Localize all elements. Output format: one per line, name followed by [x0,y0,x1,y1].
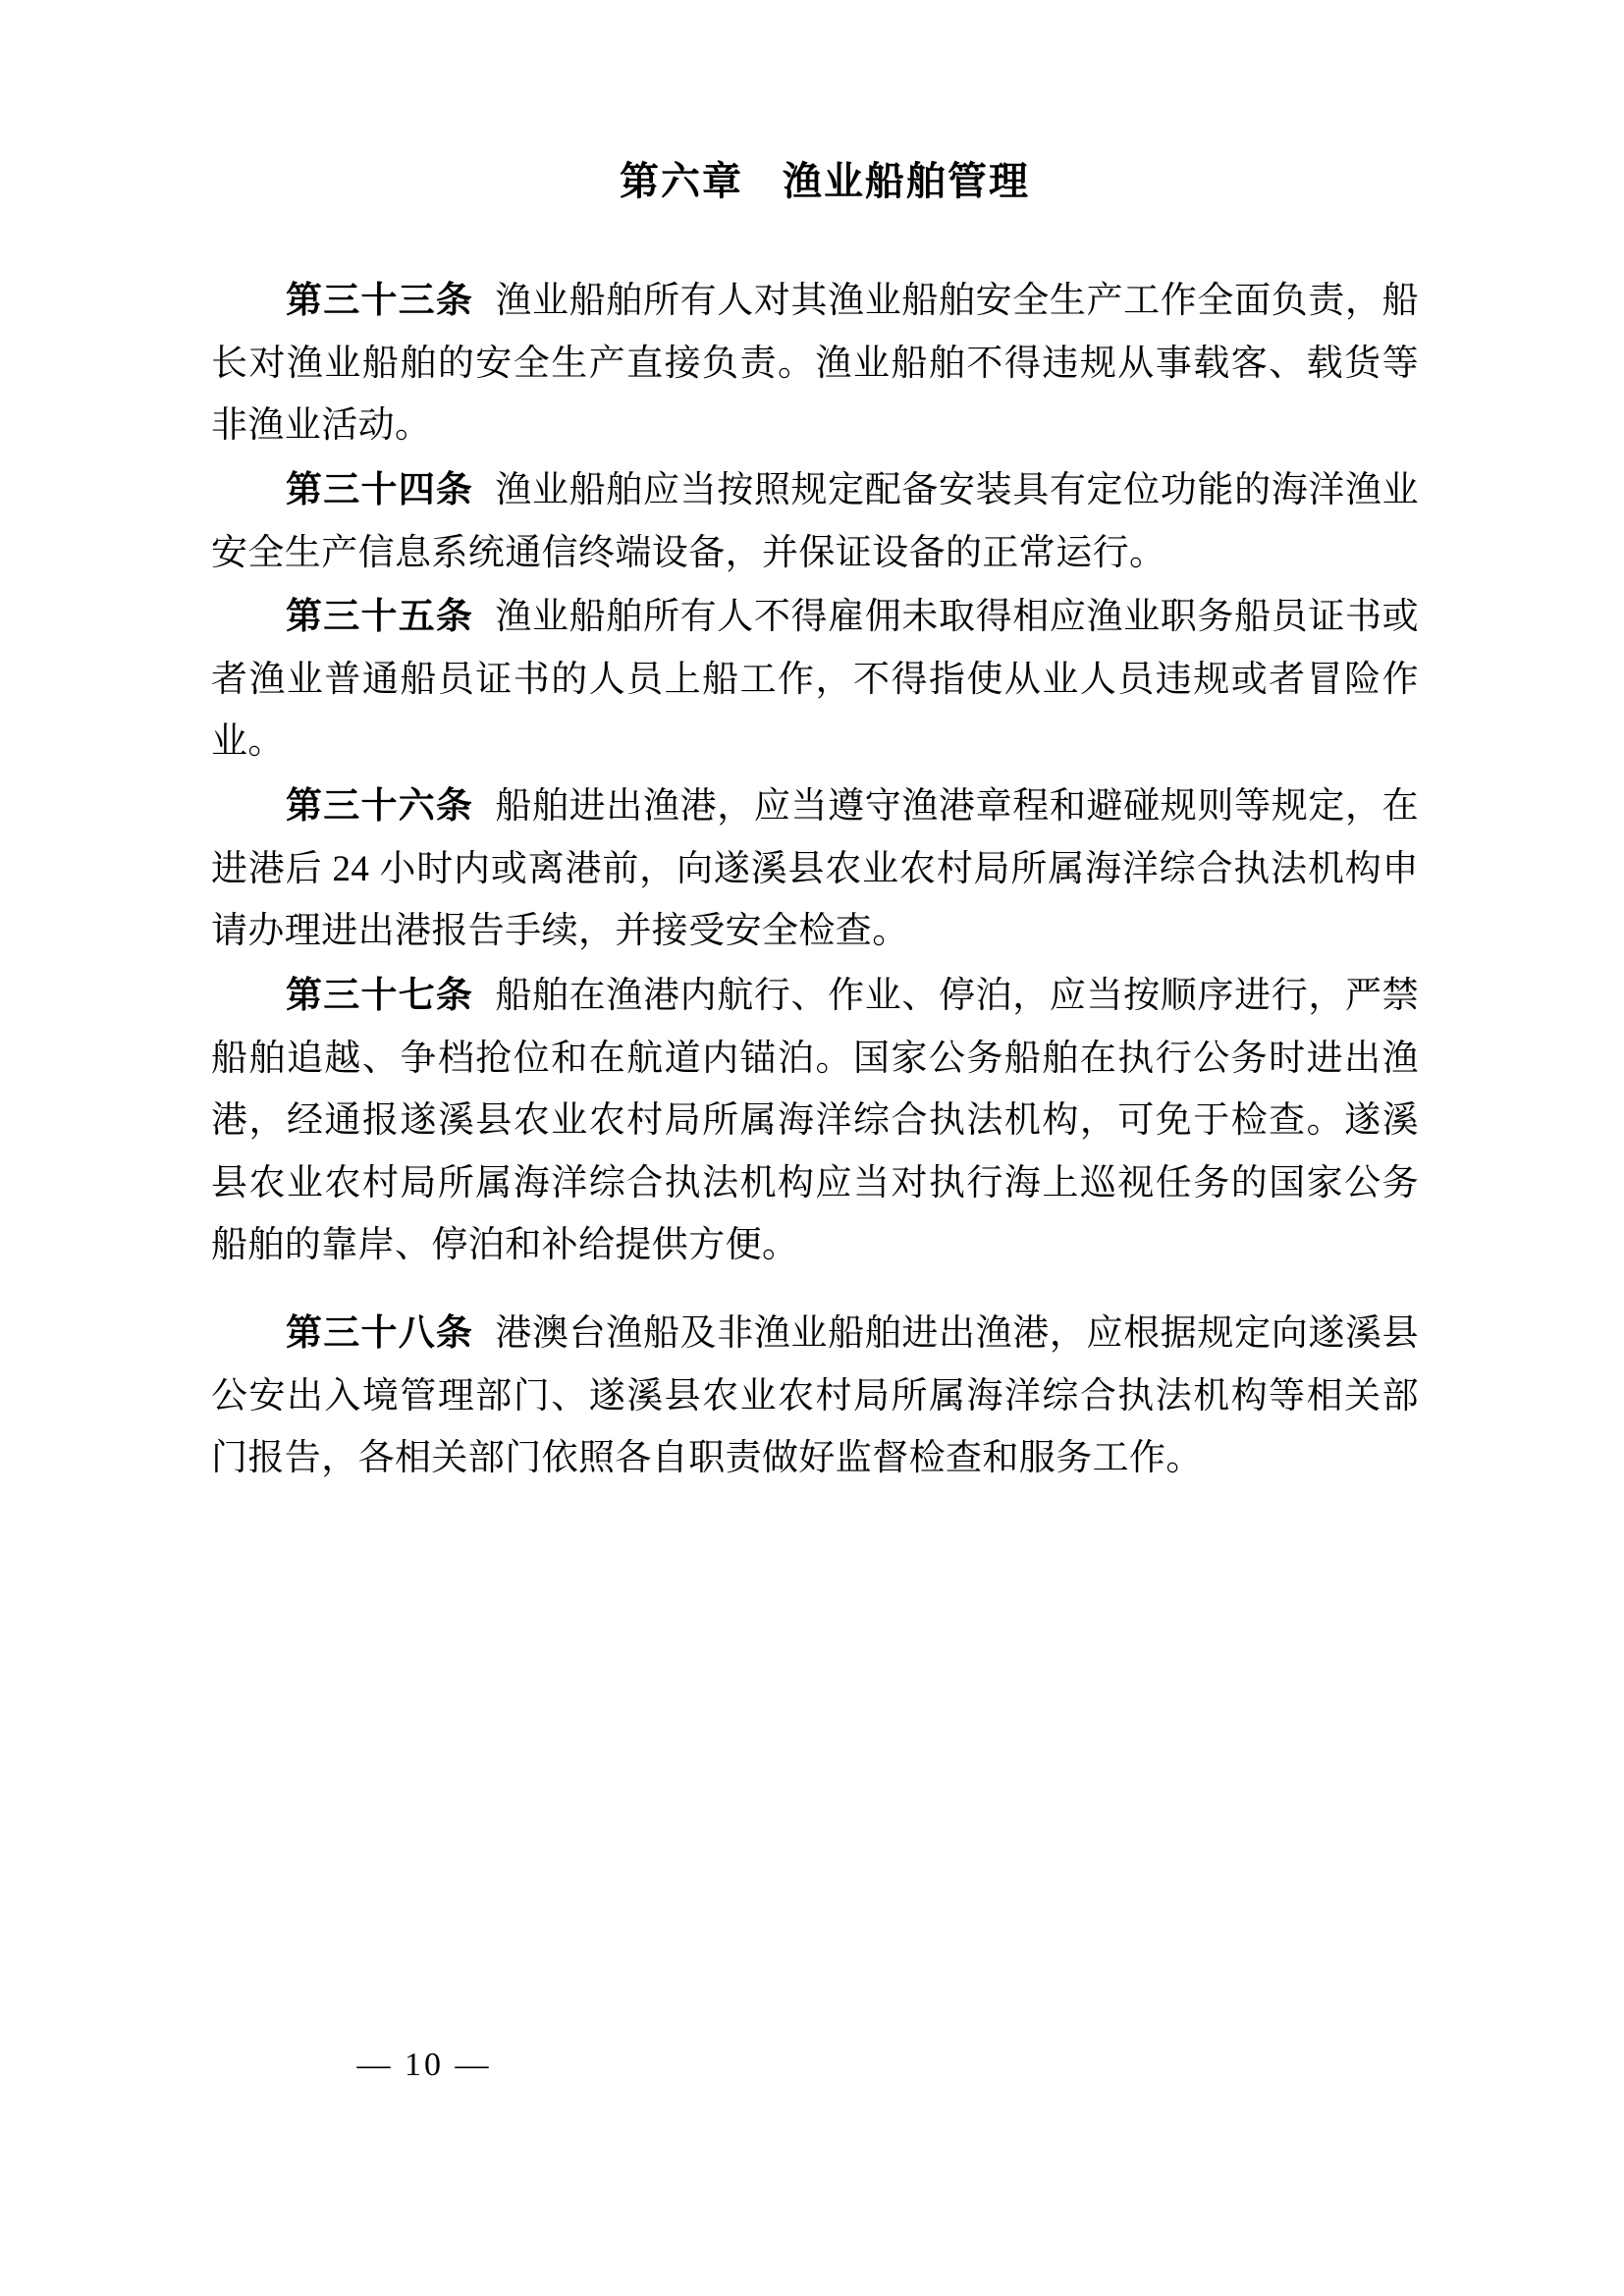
article-paragraph [211,775,1419,963]
chapter-title-text: 渔业船舶管理 [783,159,1030,203]
article-paragraph [211,1303,1419,1490]
chapter-number: 第六章 [620,159,743,203]
article-text: 港澳台渔船及非渔业船舶进出渔港，应根据规定向遂溪县公安出入境管理部门、遂溪县农业农村局所属海洋综合执法机构等相关部门报告，各相关部门依照各自职责做好监督检查和服务工作。 [211,1313,1420,1479]
article-text: 渔业船舶应当按照规定配备安装具有定位功能的海洋渔业安全生产信息系统通信终端设备，并保证设备的正常运行。 [211,469,1420,573]
article-paragraph [211,586,1419,774]
article-label: 第三十四条 [286,469,474,510]
article-label: 第三十三条 [286,281,474,321]
page-number-footer: — 10 — [356,2047,492,2083]
article-text: 船舶进出渔港，应当遵守渔港章程和避碰规则等规定，在进港后 24 小时内或离港前，向遂溪县农业农村局所属海洋综合执法机构申请办理进出港报告手续，并接受安全检查。 [211,786,1420,952]
article-paragraph [211,270,1419,457]
article-label: 第三十八条 [286,1313,474,1354]
chapter-heading [211,152,1419,211]
article-label: 第三十七条 [286,975,474,1016]
article-label: 第三十六条 [286,786,474,827]
page-content [211,152,1419,1492]
article-paragraph [211,965,1419,1277]
article-text: 船舶在渔港内航行、作业、停泊，应当按顺序进行，严禁船舶追越、争档抢位和在航道内锚泊。国家公务船舶在执行公务时进出渔港，经通报遂溪县农业农村局所属海洋综合执法机构，可免于检查。遂溪县农业农村局所属海洋综合执法机构应当对执行海上巡视任务的国家公务船舶的靠岸、停泊和补给提供方便。 [211,975,1420,1266]
article-text: 渔业船舶所有人不得雇佣未取得相应渔业职务船员证书或者渔业普通船员证书的人员上船工作，不得指使从业人员违规或者冒险作业。 [211,597,1420,763]
article-paragraph [211,459,1419,584]
article-label: 第三十五条 [286,597,474,638]
article-text: 渔业船舶所有人对其渔业船舶安全生产工作全面负责，船长对渔业船舶的安全生产直接负责。渔业船舶不得违规从事载客、载货等非渔业活动。 [211,281,1420,447]
